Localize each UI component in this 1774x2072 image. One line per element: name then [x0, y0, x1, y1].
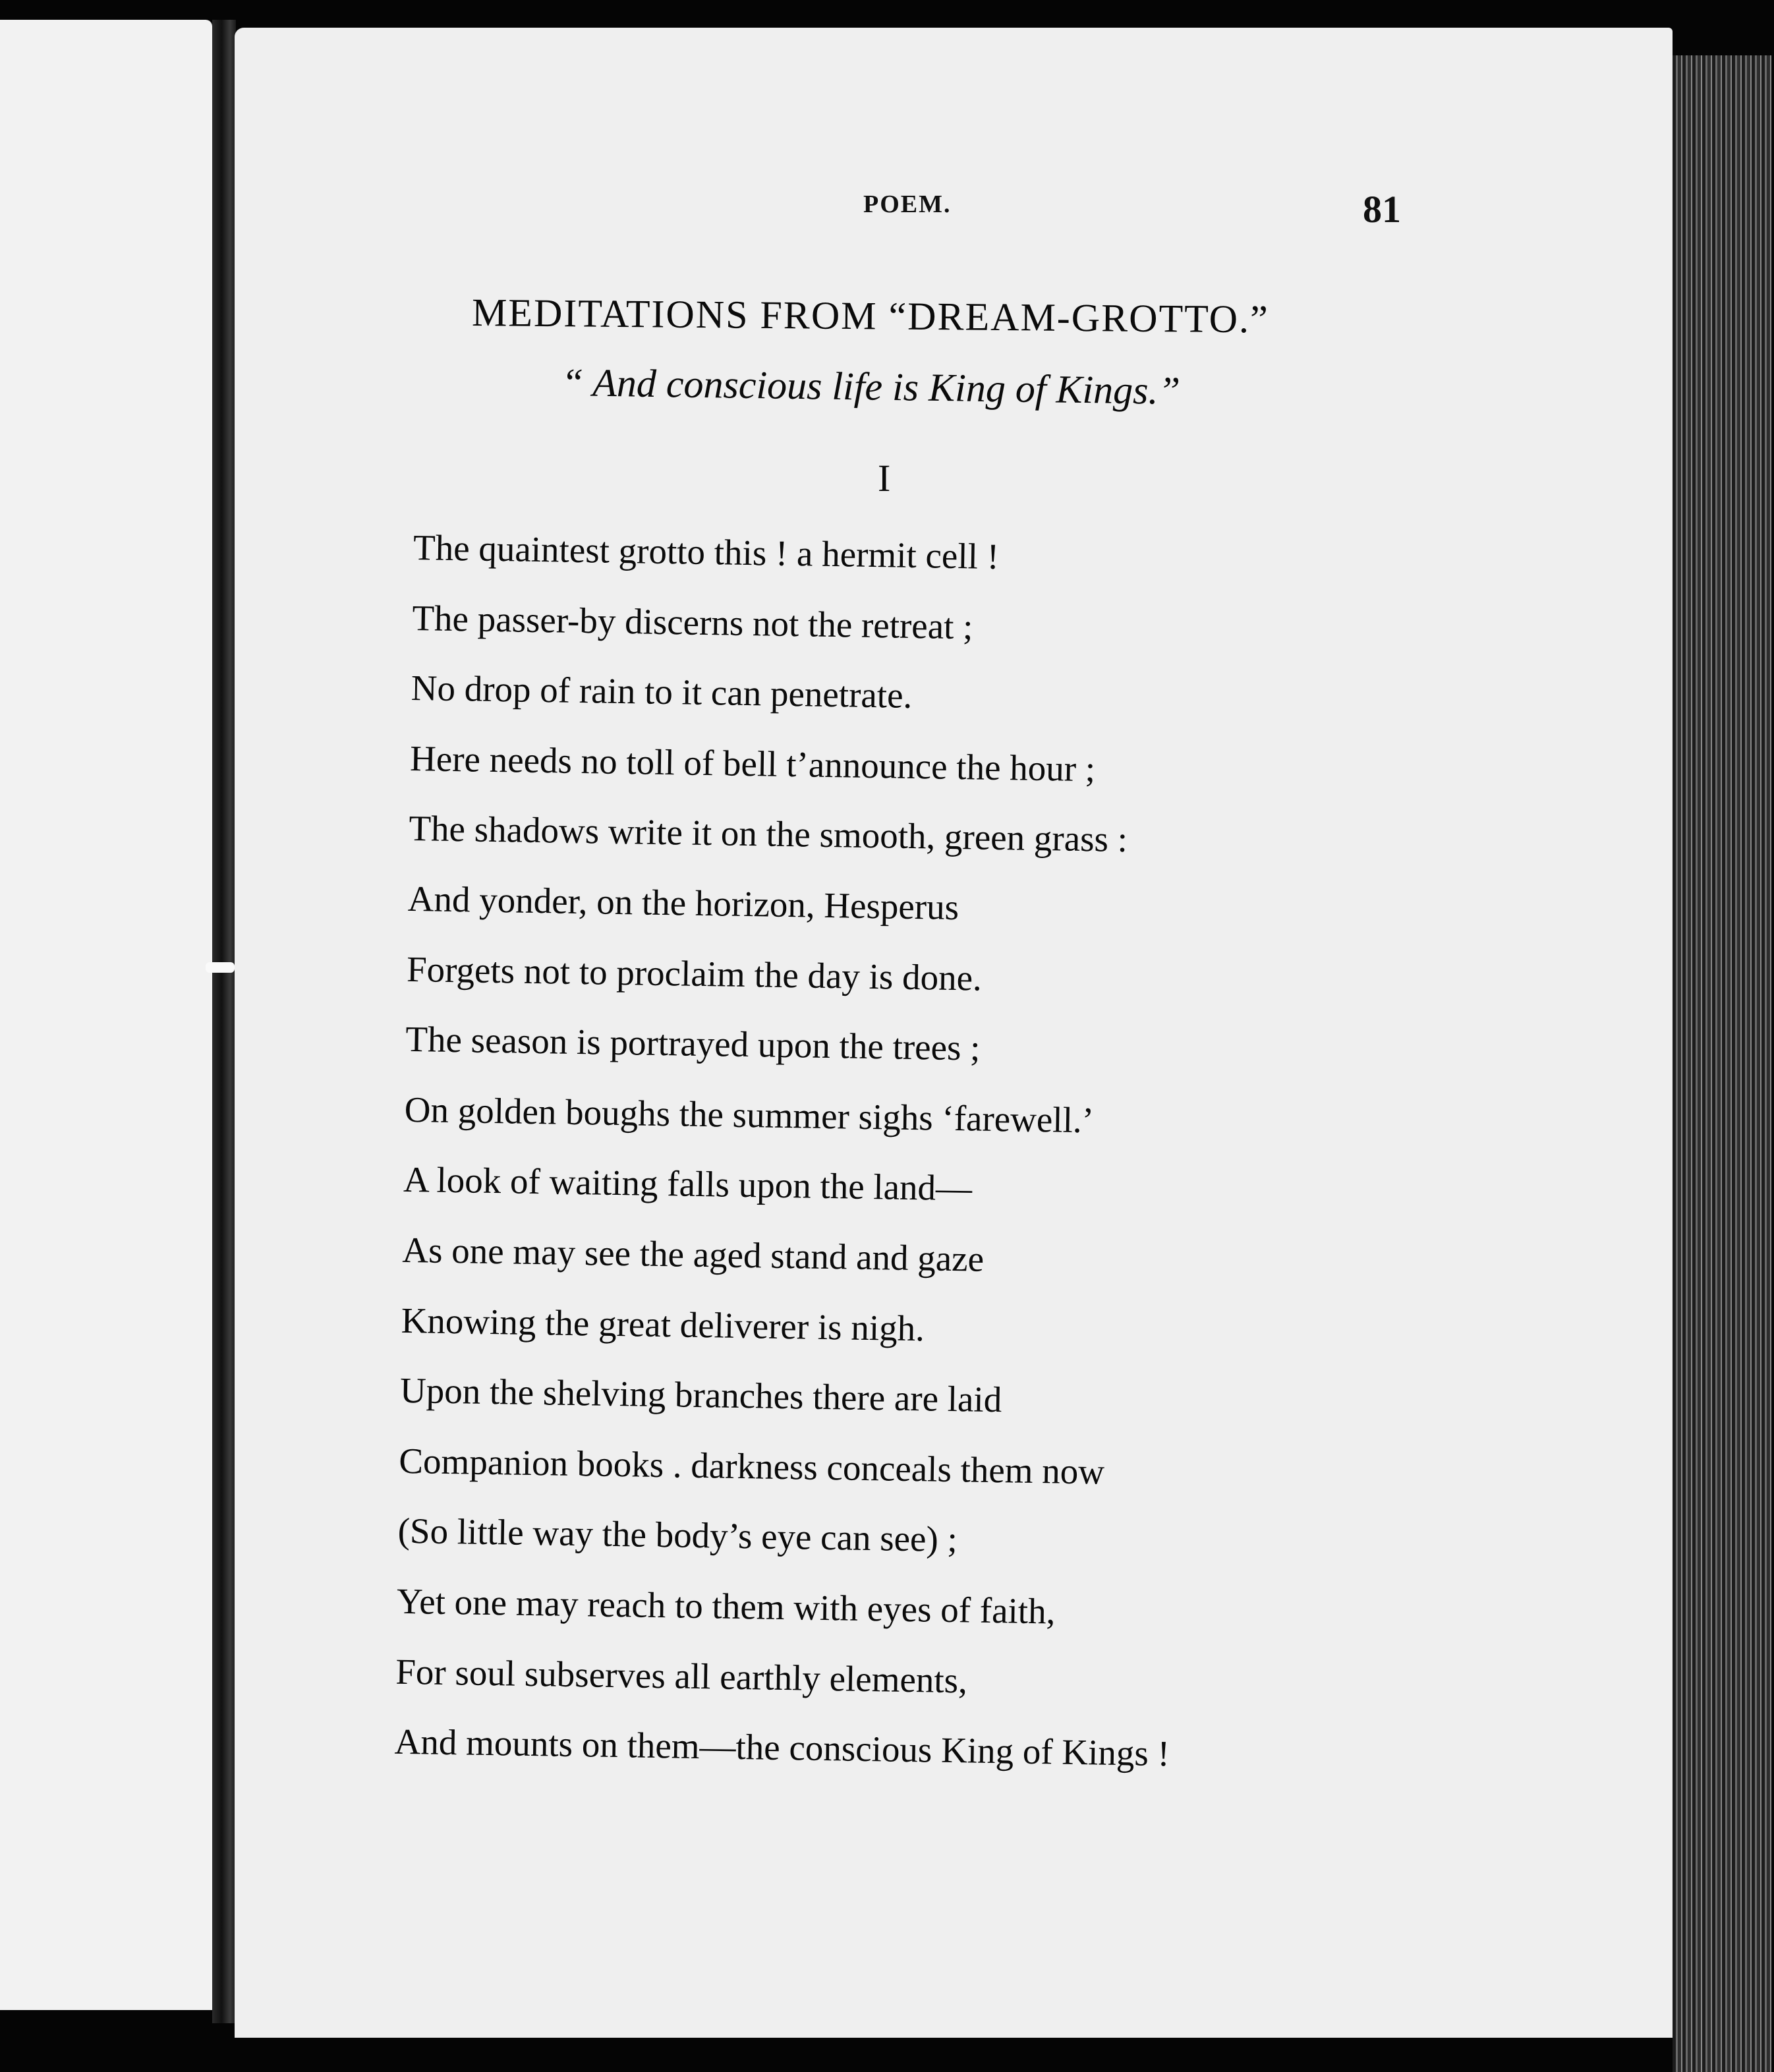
poem-title: MEDITATIONS FROM “DREAM-GROTTO.”: [471, 291, 1269, 341]
poem-line: And yonder, on the horizon, Hesperus: [407, 878, 959, 928]
poem-line: Here needs no toll of bell t’announce the hour ;: [409, 737, 1096, 790]
poem-line: Companion books . darkness conceals them now: [398, 1440, 1105, 1492]
poem-line: Knowing the great deliverer is nigh.: [401, 1300, 925, 1348]
poem-line: And mounts on them—the conscious King of Kings !: [394, 1721, 1170, 1774]
poem-line: (So little way the body’s eye can see) ;: [397, 1511, 958, 1560]
poem-line: For soul subserves all earthly elements,: [395, 1651, 968, 1700]
poem-line: The shadows write it on the smooth, green grass :: [408, 808, 1128, 860]
running-head: POEM.: [863, 190, 952, 218]
poem-line: Yet one may reach to them with eyes of faith,: [396, 1580, 1056, 1632]
poem-line: Upon the shelving branches there are laid: [399, 1369, 1002, 1420]
epigraph: “ And conscious life is King of Kings.”: [561, 360, 1181, 413]
book-gutter: [212, 20, 236, 2023]
page-number: 81: [1363, 188, 1401, 231]
poem-line: The season is portrayed upon the trees ;: [405, 1019, 981, 1068]
poem-line: On golden boughs the summer sighs ‘farewell.’: [404, 1089, 1095, 1141]
poem-line: Forgets not to proclaim the day is done.: [406, 948, 983, 998]
scan-artifact: [206, 962, 235, 973]
poem-line: A look of waiting falls upon the land—: [403, 1159, 973, 1209]
poem-body: [394, 513, 1376, 1792]
section-numeral: I: [878, 457, 891, 500]
poem-line: No drop of rain to it can penetrate.: [411, 668, 913, 716]
page-edges: [1673, 55, 1771, 2072]
poem-line: The passer-by discerns not the retreat ;: [412, 597, 973, 647]
left-page: [0, 20, 212, 2010]
poem-line: As one may see the aged stand and gaze: [401, 1229, 985, 1279]
poem-line: The quaintest grotto this ! a hermit cell !: [413, 527, 1000, 577]
